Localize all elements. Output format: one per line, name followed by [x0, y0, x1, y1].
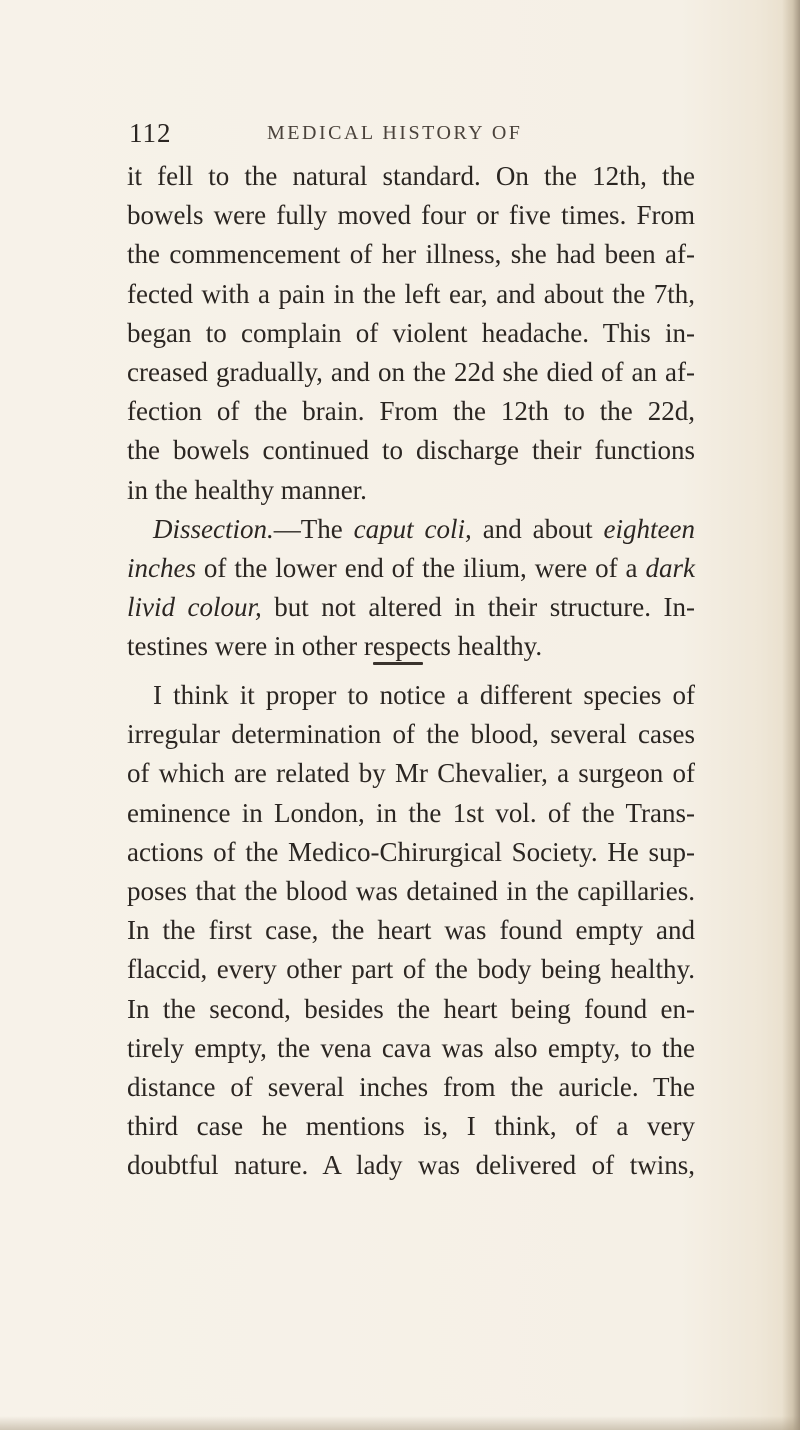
- text-line: began to complain of violent headache. This in-: [127, 317, 695, 348]
- text-line: the commencement of her illness, she had been af-: [127, 239, 695, 270]
- page-header: [129, 118, 689, 158]
- text-line: In the first case, the heart was found empty and: [127, 915, 695, 946]
- dissection-italic: inches: [127, 552, 196, 583]
- text-line: actions of the Medico-Chirurgical Society. He sup-: [127, 836, 695, 867]
- text-line: third case he mentions is, I think, of a very: [127, 1111, 695, 1142]
- dissection-text: and about: [471, 513, 604, 544]
- paragraph-1: [127, 157, 695, 666]
- dissection-italic: eighteen: [603, 513, 695, 544]
- text-line: it fell to the natural standard. On the 12th, the: [127, 161, 695, 191]
- text-line: irregular determination of the blood, several cases: [127, 719, 695, 750]
- page-bottom-shadow: [0, 1416, 800, 1430]
- text-line: in the healthy manner.: [127, 474, 367, 505]
- text-line: eminence in London, in the 1st vol. of the Trans-: [127, 797, 695, 828]
- dissection-line-2: [127, 549, 695, 588]
- dissection-line-4: testines were in other respects healthy.: [127, 631, 543, 662]
- text-line: creased gradually, and on the 22d she died of an af-: [127, 356, 695, 387]
- dissection-text: —The: [273, 513, 354, 544]
- text-line: distance of several inches from the auricle. The: [127, 1071, 695, 1102]
- text-line: bowels were fully moved four or five times. From: [127, 200, 695, 231]
- dissection-label: Dissection.: [153, 513, 274, 544]
- text-line: In the second, besides the heart being found en-: [127, 993, 695, 1024]
- running-head: MEDICAL HISTORY OF: [267, 122, 523, 144]
- dissection-italic: dark: [645, 552, 695, 583]
- paragraph-2: [127, 676, 695, 1185]
- text-line: I think it proper to notice a different species of: [153, 680, 695, 710]
- text-line: tirely empty, the vena cava was also empty, to the: [127, 1032, 695, 1063]
- text-line: of which are related by Mr Chevalier, a surgeon of: [127, 758, 695, 789]
- page-number: 112: [129, 118, 172, 148]
- dissection-text: of the lower end of the ilium, were of a: [195, 552, 646, 583]
- page-edge-shadow: [782, 0, 800, 1430]
- text-line: fection of the brain. From the 12th to the 22d,: [127, 396, 695, 427]
- text-line: fected with a pain in the left ear, and about the 7th,: [127, 278, 695, 309]
- section-divider: [373, 662, 423, 665]
- text-line: flaccid, every other part of the body being healthy.: [127, 954, 695, 985]
- dissection-italic: caput coli,: [353, 513, 472, 544]
- dissection-italic: livid colour,: [127, 592, 262, 623]
- dissection-line-3: [127, 588, 695, 627]
- text-line: the bowels continued to discharge their functions: [127, 435, 695, 466]
- text-line: poses that the blood was detained in the capillaries.: [127, 875, 695, 906]
- dissection-text: but not altered in their structure. In-: [261, 592, 695, 623]
- dissection-line-1: [127, 510, 695, 549]
- text-line: doubtful nature. A lady was delivered of twins,: [127, 1150, 695, 1181]
